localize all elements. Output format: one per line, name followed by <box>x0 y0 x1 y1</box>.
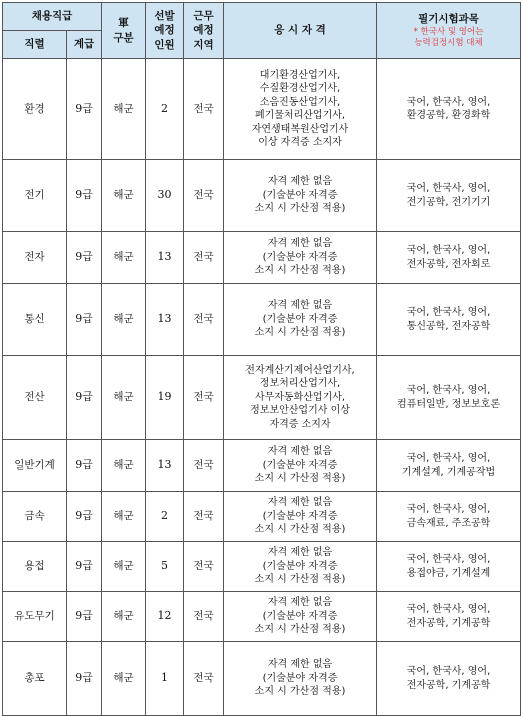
subject-line: 국어, 한국사, 영어, <box>406 453 491 464</box>
grade-cell: 9급 <box>67 440 102 492</box>
qualification-line: 자격 제한 없음 <box>267 497 333 509</box>
table-row <box>3 642 521 716</box>
subjects-cell <box>377 232 521 284</box>
qualification-cell <box>224 440 377 492</box>
subject-line: 국어, 한국사, 영어, <box>406 554 491 565</box>
subject-line: 전자공학, 기계공학 <box>406 679 491 691</box>
header-planned-line: 예정 <box>154 24 175 37</box>
table-row <box>3 160 521 232</box>
branch-cell: 해군 <box>102 160 146 232</box>
qualification-line: 자격 제한 없음 <box>267 659 333 671</box>
count-cell: 13 <box>146 232 184 284</box>
header-written-subjects <box>377 3 521 59</box>
qualification-line: 소지 시 가산점 적용) <box>254 574 346 586</box>
grade-cell: 9급 <box>67 284 102 356</box>
qualification-line: 자격 제한 없음 <box>267 176 333 188</box>
count-cell: 30 <box>146 160 184 232</box>
branch-cell: 해군 <box>102 642 146 716</box>
qualification-line: 소지 시 가산점 적용) <box>254 686 346 698</box>
qualification-cell <box>224 59 377 160</box>
subjects-cell <box>377 356 521 440</box>
series-cell: 환경 <box>3 59 67 160</box>
qualification-line: (기술분야 자격증 <box>262 313 338 325</box>
qualification-cell <box>224 232 377 284</box>
header-planned-line: 선발 <box>154 10 175 23</box>
header-grade: 계급 <box>67 31 102 59</box>
header-region-line: 근무 <box>193 10 214 23</box>
region-cell: 전국 <box>184 356 224 440</box>
grade-cell: 9급 <box>67 492 102 542</box>
table-row <box>3 542 521 592</box>
count-cell: 12 <box>146 592 184 642</box>
qualification-line: 소지 시 가산점 적용) <box>254 624 346 636</box>
qualification-line: 소지 시 가산점 적용) <box>254 473 346 485</box>
header-series: 직렬 <box>3 31 67 59</box>
header-planned-count <box>146 3 184 59</box>
qualification-cell <box>224 492 377 542</box>
subject-line: 컴퓨터일반, 정보보호론 <box>397 398 500 410</box>
qualification-cell <box>224 642 377 716</box>
subject-line: 기계설계, 기계공작법 <box>401 466 496 478</box>
subject-line: 전자공학, 전자회로 <box>406 258 491 270</box>
subject-line: 전자공학, 기계공학 <box>406 617 491 629</box>
series-cell: 총포 <box>3 642 67 716</box>
qualification-line: 소지 시 가산점 적용) <box>254 524 346 536</box>
header-region-line: 지역 <box>193 38 214 51</box>
region-cell: 전국 <box>184 440 224 492</box>
count-cell: 2 <box>146 492 184 542</box>
region-cell: 전국 <box>184 284 224 356</box>
branch-cell: 해군 <box>102 284 146 356</box>
header-qualification: 응 시 자 격 <box>224 3 377 59</box>
region-cell: 전국 <box>184 542 224 592</box>
series-cell: 통신 <box>3 284 67 356</box>
subjects-cell <box>377 492 521 542</box>
table-row <box>3 356 521 440</box>
branch-cell: 해군 <box>102 592 146 642</box>
subjects-cell <box>377 542 521 592</box>
grade-cell: 9급 <box>67 542 102 592</box>
table-row <box>3 232 521 284</box>
grade-cell: 9급 <box>67 232 102 284</box>
subject-line: 국어, 한국사, 영어, <box>406 183 491 194</box>
subject-line: 통신공학, 전자공학 <box>406 320 491 332</box>
count-cell: 2 <box>146 59 184 160</box>
qualification-line: 이상 자격증 소지자 <box>258 137 342 148</box>
branch-cell: 해군 <box>102 59 146 160</box>
qualification-line: 자격 제한 없음 <box>267 597 333 609</box>
qualification-cell <box>224 592 377 642</box>
header-subjects-title: 필기시험과목 <box>418 13 479 26</box>
qualification-line: 자격 제한 없음 <box>267 446 333 458</box>
region-cell: 전국 <box>184 232 224 284</box>
series-cell: 유도무기 <box>3 592 67 642</box>
subject-line: 국어, 한국사, 영어, <box>406 96 491 108</box>
table-row <box>3 492 521 542</box>
branch-cell: 해군 <box>102 542 146 592</box>
count-cell: 13 <box>146 284 184 356</box>
qualification-line: 대기환경산업기사, <box>259 69 341 81</box>
subjects-cell <box>377 642 521 716</box>
header-branch <box>102 3 146 59</box>
qualification-line: (기술분야 자격증 <box>262 189 338 201</box>
count-cell: 5 <box>146 542 184 592</box>
count-cell: 1 <box>146 642 184 716</box>
grade-cell: 9급 <box>67 356 102 440</box>
subject-line: 국어, 한국사, 영어, <box>406 245 491 256</box>
qualification-line: (기술분야 자격증 <box>262 510 338 522</box>
region-cell: 전국 <box>184 592 224 642</box>
region-cell: 전국 <box>184 642 224 716</box>
table-body <box>3 59 521 716</box>
subject-line: 국어, 한국사, 영어, <box>406 666 491 677</box>
region-cell: 전국 <box>184 160 224 232</box>
qualification-line: 소지 시 가산점 적용) <box>254 327 346 339</box>
qualification-line: 정보처리산업기사, <box>259 378 341 390</box>
subjects-note-line: * 한국사 및 영어는 <box>413 26 484 37</box>
table-row <box>3 440 521 492</box>
series-cell: 전기 <box>3 160 67 232</box>
region-cell: 전국 <box>184 59 224 160</box>
subject-line: 전기공학, 전기기기 <box>406 196 491 208</box>
header-region-line: 예정 <box>193 24 214 37</box>
header-job-grade: 채용직급 <box>3 3 102 31</box>
subjects-cell <box>377 160 521 232</box>
series-cell: 용접 <box>3 542 67 592</box>
branch-cell: 해군 <box>102 440 146 492</box>
qualification-line: 자격증 소지자 <box>269 418 331 430</box>
qualification-cell <box>224 160 377 232</box>
subject-line: 국어, 한국사, 영어, <box>406 504 491 515</box>
count-cell: 13 <box>146 440 184 492</box>
qualification-line: (기술분야 자격증 <box>262 459 338 471</box>
subject-line: 금속재료, 주조공학 <box>406 517 491 529</box>
series-cell: 전자 <box>3 232 67 284</box>
qualification-line: 소지 시 가산점 적용) <box>254 265 346 277</box>
subjects-note-line: 능력검정시험 대체 <box>414 37 483 48</box>
qualification-line: 자연생태복원산업기사 <box>251 123 349 135</box>
grade-cell: 9급 <box>67 642 102 716</box>
qualification-line: 자격 제한 없음 <box>267 300 333 312</box>
header-work-region <box>184 3 224 59</box>
qualification-cell <box>224 542 377 592</box>
qualification-cell <box>224 356 377 440</box>
qualification-line: 전자계산기제어산업기사, <box>245 364 355 376</box>
header-branch-line: 구분 <box>113 31 134 44</box>
header-branch-line: 軍 <box>118 17 129 30</box>
series-cell: 금속 <box>3 492 67 542</box>
subject-line: 용접야금, 기계설계 <box>406 567 491 579</box>
qualification-line: 소지 시 가산점 적용) <box>254 203 346 215</box>
subject-line: 국어, 한국사, 영어, <box>406 385 491 396</box>
table-row <box>3 59 521 160</box>
subjects-cell <box>377 284 521 356</box>
qualification-line: (기술분야 자격증 <box>262 672 338 684</box>
table-row <box>3 592 521 642</box>
count-cell: 19 <box>146 356 184 440</box>
branch-cell: 해군 <box>102 356 146 440</box>
table-row <box>3 284 521 356</box>
qualification-line: 소음진동산업기사, <box>259 96 341 108</box>
qualification-line: (기술분야 자격증 <box>262 610 338 622</box>
header-planned-line: 인원 <box>154 38 175 51</box>
region-cell: 전국 <box>184 492 224 542</box>
branch-cell: 해군 <box>102 492 146 542</box>
grade-cell: 9급 <box>67 592 102 642</box>
qualification-line: 정보보안산업기사 이상 <box>250 405 350 417</box>
subject-line: 국어, 한국사, 영어, <box>406 307 491 318</box>
series-cell: 일반기계 <box>3 440 67 492</box>
grade-cell: 9급 <box>67 160 102 232</box>
qualification-line: 자격 제한 없음 <box>267 238 333 250</box>
subjects-cell <box>377 592 521 642</box>
qualification-line: 폐기물처리산업기사, <box>254 110 346 121</box>
qualification-line: 수질환경산업기사, <box>259 83 341 94</box>
qualification-cell <box>224 284 377 356</box>
recruitment-table <box>2 2 521 716</box>
subjects-cell <box>377 440 521 492</box>
grade-cell: 9급 <box>67 59 102 160</box>
qualification-line: 자격 제한 없음 <box>267 547 333 559</box>
subject-line: 국어, 한국사, 영어, <box>406 604 491 615</box>
qualification-line: 사무자동화산업기사, <box>254 391 346 403</box>
qualification-line: (기술분야 자격증 <box>262 560 338 572</box>
qualification-line: (기술분야 자격증 <box>262 251 338 263</box>
subject-line: 환경공학, 환경화학 <box>406 110 491 121</box>
branch-cell: 해군 <box>102 232 146 284</box>
subjects-cell <box>377 59 521 160</box>
series-cell: 전산 <box>3 356 67 440</box>
